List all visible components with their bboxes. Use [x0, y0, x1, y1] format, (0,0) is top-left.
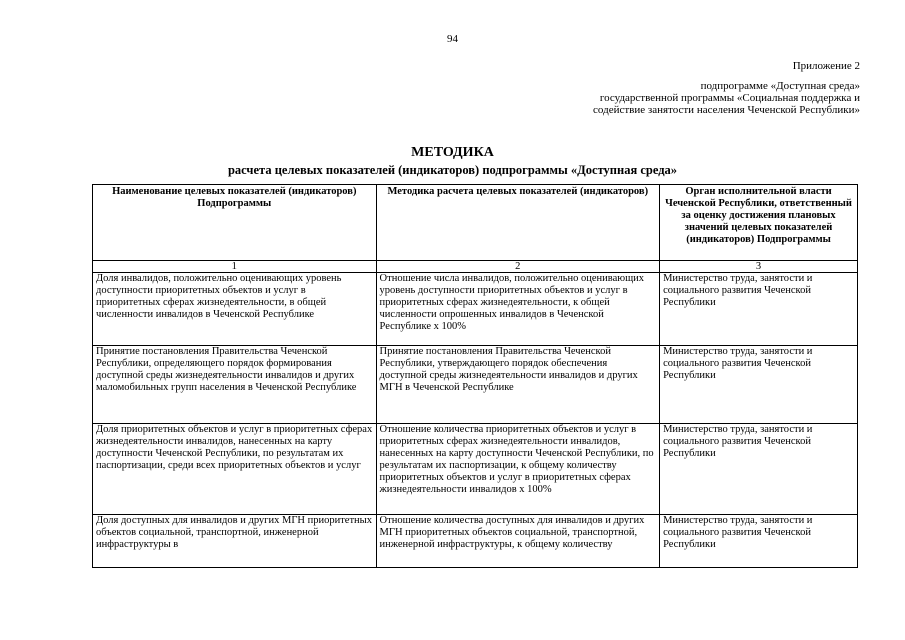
document-subtitle: расчета целевых показателей (индикаторов) подпрограммы «Доступная среда»	[227, 163, 678, 177]
column-number: 3	[660, 261, 858, 273]
method-cell: Принятие постановления Правительства Чеченской Республики, утверждающего порядок обеспечения доступной среды жизнедеятельности инвалидов и других МГН в Чеченской Республике	[376, 346, 660, 424]
table-row	[93, 346, 858, 424]
authority-cell: Министерство труда, занятости и социального развития Чеченской Республики	[660, 346, 858, 424]
subtitle-line: подпрограмме «Доступная среда»	[700, 80, 860, 92]
subtitle-line: государственной программы «Социальная поддержка и	[599, 92, 860, 104]
method-cell: Отношение количества приоритетных объектов и услуг в приоритетных сферах жизнедеятельности инвалидов, нанесенных на карту доступности Чеченской Республики, по результатам их паспортизации, к общему количеству приоритетных объектов и услуг в приоритетных сферах жизнедеятельности инвалидов х 100%	[376, 424, 660, 515]
header-authority: Орган исполнительной власти Чеченской Республики, ответственный за оценку достижения плановых значений целевых показателей (индикаторов) Подпрограммы	[660, 185, 858, 261]
appendix-subtitle	[593, 80, 860, 116]
indicator-cell: Доля инвалидов, положительно оценивающих уровень доступности приоритетных объектов и услуг в приоритетных сферах жизнедеятельности, в общей численности инвалидов в Чеченской Республике	[93, 273, 377, 346]
authority-cell: Министерство труда, занятости и социального развития Чеченской Республики	[660, 273, 858, 346]
indicator-cell: Доля приоритетных объектов и услуг в приоритетных сферах жизнедеятельности инвалидов, нанесенных на карту доступности Чеченской Республики, по результатам их паспортизации, среди всех приоритетных объектов и услуг	[93, 424, 377, 515]
table-row	[93, 515, 858, 568]
subtitle-line: содействие занятости населения Чеченской Республики»	[593, 104, 860, 116]
header-indicator: Наименование целевых показателей (индикаторов) Подпрограммы	[93, 185, 377, 261]
methodology-table	[92, 184, 858, 568]
header-method: Методика расчета целевых показателей (индикаторов)	[376, 185, 660, 261]
table-row	[93, 273, 858, 346]
table-row	[93, 424, 858, 515]
table-header-row	[93, 185, 858, 261]
method-cell: Отношение количества доступных для инвалидов и других МГН приоритетных объектов социальной, транспортной, инженерной инфраструктуры, к общему количеству	[376, 515, 660, 568]
method-cell: Отношение числа инвалидов, положительно оценивающих уровень доступности приоритетных объектов и услуг в приоритетных сферах жизнедеятельности, к общей численности опрошенных инвалидов в Чеченской Республике х 100%	[376, 273, 660, 346]
appendix-label: Приложение 2	[792, 60, 860, 72]
document-title: МЕТОДИКА	[411, 145, 494, 160]
indicator-cell: Доля доступных для инвалидов и других МГН приоритетных объектов социальной, транспортной, инженерной инфраструктуры в	[93, 515, 377, 568]
page-number: 94	[447, 33, 458, 45]
indicator-cell: Принятие постановления Правительства Чеченской Республики, определяющего порядок формирования доступной среды жизнедеятельности инвалидов и других маломобильных групп населения в Чеченской Республике	[93, 346, 377, 424]
column-number: 1	[93, 261, 377, 273]
authority-cell: Министерство труда, занятости и социального развития Чеченской Республики	[660, 515, 858, 568]
column-number: 2	[376, 261, 660, 273]
column-number-row	[93, 261, 858, 273]
authority-cell: Министерство труда, занятости и социального развития Чеченской Республики	[660, 424, 858, 515]
